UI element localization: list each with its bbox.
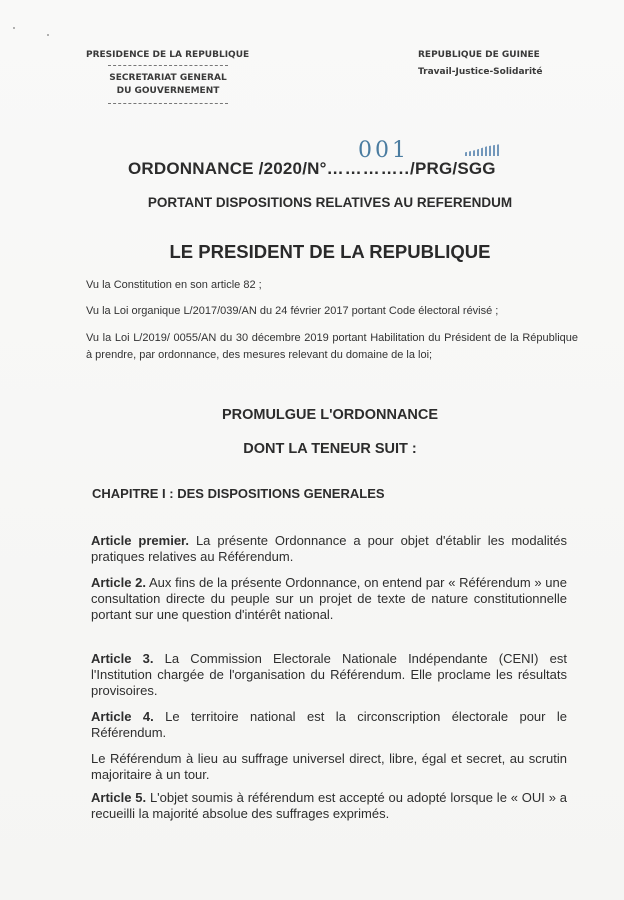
ordinance-title-dots: ………….. — [326, 159, 411, 178]
article-text: Le territoire national est la circonscription électorale pour le Référendum. — [91, 709, 567, 740]
chapter-heading: CHAPITRE I : DES DISPOSITIONS GENERALES — [92, 486, 385, 501]
article-paragraph — [91, 751, 567, 783]
article-text: L'objet soumis à référendum est accepté ou adopté lorsque le « OUI » a recueilli la majorité absolue des suffrages exprimés. — [91, 790, 567, 821]
authority-heading: LE PRESIDENT DE LA REPUBLIQUE — [169, 241, 491, 262]
visa-item: Vu la Constitution en son article 82 ; — [86, 279, 262, 291]
article-item — [91, 790, 567, 822]
article-text: Le Référendum à lieu au suffrage universel direct, libre, égal et secret, au scrutin majoritaire à un tour. — [91, 751, 567, 782]
scan-speck — [47, 34, 49, 36]
article-label: Article 2. — [91, 575, 146, 590]
article-item — [91, 533, 567, 565]
article-item — [91, 651, 567, 699]
ordinance-title — [128, 159, 496, 179]
header-department-line2: DU GOUVERNEMENT — [116, 86, 220, 96]
promulgation-line1: PROMULGUE L'ORDONNANCE — [221, 407, 439, 423]
article-label: Article 3. — [91, 651, 154, 666]
article-text: La présente Ordonnance a pour objet d'établir les modalités pratiques relatives au Référendum. — [91, 533, 567, 564]
ordinance-title-suffix: /PRG/SGG — [410, 159, 496, 178]
article-text: La Commission Electorale Nationale Indépendante (CENI) est l'Institution chargée de l'organisation du Référendum. Elle proclame les résultats provisoires. — [91, 651, 567, 698]
header-left — [78, 50, 258, 110]
header-institution: PRESIDENCE DE LA REPUBLIQUE — [86, 50, 250, 60]
visa-item: Vu la Loi L/2019/ 0055/AN du 30 décembre 2019 portant Habilitation du Président de la République à prendre, par ordonnance, des mesures relevant du domaine de la loi; — [86, 332, 578, 361]
header-country: REPUBLIQUE DE GUINEE — [418, 50, 540, 60]
promulgation-line2: DONT LA TENEUR SUIT : — [243, 441, 417, 457]
article-item — [91, 709, 567, 741]
header-divider — [108, 103, 228, 104]
header-department-line1: SECRETARIAT GENERAL — [109, 73, 227, 83]
article-text: Aux fins de la présente Ordonnance, on entend par « Référendum » une consultation directe du peuple sur un projet de texte de nature constitutionnelle portant sur une question d'intérêt national. — [91, 575, 567, 622]
header-motto: Travail-Justice-Solidarité — [418, 67, 543, 77]
article-item — [91, 575, 567, 623]
article-label: Article 5. — [91, 790, 147, 805]
ordinance-title-prefix: ORDONNANCE /2020/N° — [128, 159, 327, 178]
header-divider — [108, 65, 228, 66]
article-label: Article premier. — [91, 533, 189, 548]
stamp-mark-icon — [465, 144, 501, 156]
handwritten-number: 001 — [358, 138, 409, 163]
article-label: Article 4. — [91, 709, 154, 724]
ordinance-subject: PORTANT DISPOSITIONS RELATIVES AU REFERENDUM — [147, 195, 513, 210]
header-right — [418, 47, 568, 81]
scan-speck — [13, 27, 15, 29]
visa-item: Vu la Loi organique L/2017/039/AN du 24 février 2017 portant Code électoral révisé ; — [86, 305, 499, 317]
